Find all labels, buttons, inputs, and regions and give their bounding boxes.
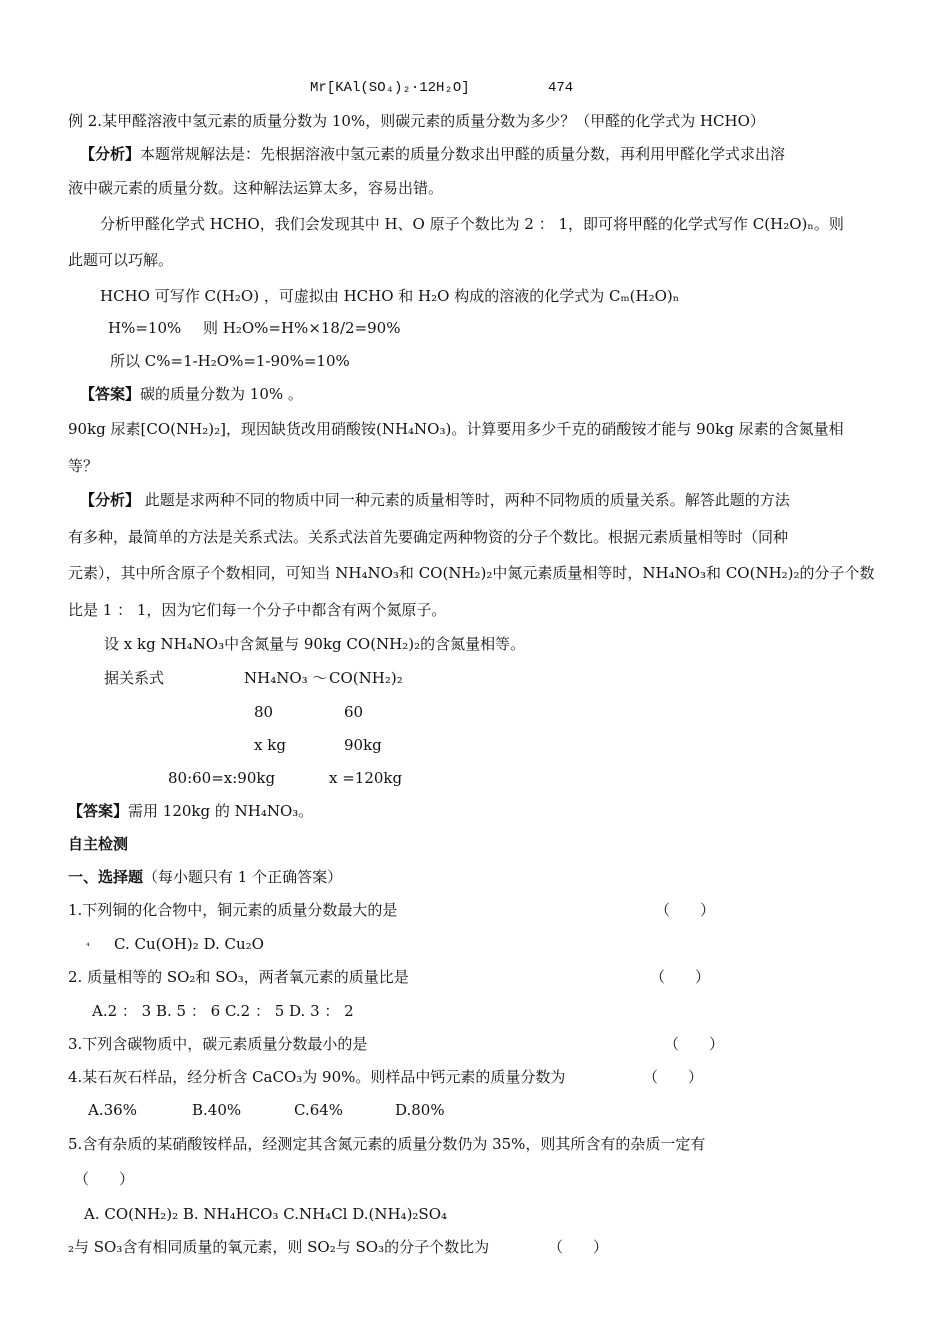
question-1-fragment: ₄	[86, 939, 90, 949]
ratio-equation: 80:60=x:90kg	[168, 769, 276, 787]
section-1-note: （每小题只有 1 个正确答案）	[143, 868, 343, 886]
example-3-analysis-line-4: 比是 1 ： 1，因为它们每一个分子中都含有两个氮原子。	[68, 601, 447, 619]
mass-left: 80	[254, 703, 274, 721]
example-3-answer: 【答案】需用 120kg 的 NH₄NO₃。	[68, 802, 314, 820]
relation-label: 据关系式	[104, 669, 165, 687]
example-3-analysis-line-3: 元素），其中所含原子个数相同，可知当 NH₄NO₃和 CO(NH₂)₂中氮元素质量相等时，NH₄NO₃和 CO(NH₂)₂的分子个数	[68, 564, 875, 582]
result-equation: x =120kg	[329, 769, 403, 787]
example-3-question-line-2: 等？	[68, 457, 99, 475]
question-6-answer-blank: （ ）	[548, 1238, 609, 1256]
question-4-answer-blank: （ ）	[643, 1068, 704, 1086]
example-2-analysis-line-1: 【分析】本题常规解法是：先根据溶液中氢元素的质量分数求出甲醛的质量分数，再利用甲醛化学式求出溶	[80, 145, 786, 163]
example-2-analysis-line-2: 液中碳元素的质量分数。这种解法运算太多，容易出错。	[68, 179, 444, 197]
question-2-options: A.2 ： 3 B. 5 ： 6 C.2 ： 5 D. 3 ： 2	[92, 1002, 354, 1020]
section-1-heading	[68, 867, 342, 887]
example-3-analysis-line-2: 有多种，最简单的方法是关系式法。关系式法首先要确定两种物资的分子个数比。根据元素质量相等时（同种	[68, 528, 789, 546]
question-4: 4.某石灰石样品，经分析含 CaCO₃为 90%。则样品中钙元素的质量分数为	[68, 1068, 566, 1086]
question-4-option-a: A.36%	[88, 1101, 137, 1119]
unknown-left: x kg	[254, 736, 286, 754]
example-2-answer: 【答案】碳的质量分数为 10% 。	[80, 385, 303, 403]
relation-right: CO(NH₂)₂	[329, 669, 403, 687]
mass-right: 60	[344, 703, 364, 721]
calc-h2o-percent: 则 H₂O%=H%×18/2=90%	[203, 319, 401, 337]
mr-formula: Mr[KAl(SO₄)₂·12H₂O]	[310, 80, 470, 96]
question-3-answer-blank: （ ）	[664, 1035, 725, 1053]
question-5-answer-blank: （ ）	[74, 1170, 135, 1188]
example-2-paragraph-2-line-1: 分析甲醛化学式 HCHO，我们会发现其中 H、O 原子个数比为 2 ： 1，即可将甲醛的化学式写作 C(H₂O)ₙ。则	[100, 215, 844, 233]
question-5-options: A. CO(NH₂)₂ B. NH₄HCO₃ C.NH₄Cl D.(NH₄)₂SO₄	[84, 1205, 448, 1223]
example-2-paragraph-3: HCHO 可写作 C(H₂O) ，可虚拟由 HCHO 和 H₂O 构成的溶液的化学式为 Cₘ(H₂O)ₙ	[100, 287, 680, 305]
answer-tag: 【答案】	[80, 385, 141, 403]
example-2-question: 例 2.某甲醛溶液中氢元素的质量分数为 10%，则碳元素的质量分数为多少？（甲醛的化学式为 HCHO）	[68, 112, 765, 130]
calc-h-percent: H%=10%	[108, 319, 182, 337]
question-6: ₂与 SO₃含有相同质量的氧元素，则 SO₂与 SO₃的分子个数比为	[68, 1238, 490, 1256]
example-3-question-line-1: 90kg 尿素[CO(NH₂)₂]，现因缺货改用硝酸铵(NH₄NO₃)。计算要用多少千克的硝酸铵才能与 90kg 尿素的含氮量相	[68, 420, 844, 438]
example-3-analysis-line-1: 【分析】 此题是求两种不同的物质中同一种元素的质量相等时，两种不同物质的质量关系。解答此题的方法	[80, 491, 790, 509]
mr-value: 474	[548, 80, 574, 96]
relation-left: NH₄NO₃ ～	[244, 669, 328, 687]
section-1-title: 一、选择题	[68, 868, 144, 886]
question-1-answer-blank: （ ）	[655, 901, 716, 919]
self-check-title: 自主检测	[68, 835, 129, 853]
example-3-setup: 设 x kg NH₄NO₃中含氮量与 90kg CO(NH₂)₂的含氮量相等。	[104, 635, 526, 653]
answer-tag: 【答案】	[68, 802, 129, 820]
question-4-option-b: B.40%	[192, 1101, 242, 1119]
question-2-answer-blank: （ ）	[650, 968, 711, 986]
calc-c-percent: 所以 C%=1-H₂O%=1-90%=10%	[110, 352, 350, 370]
question-4-option-d: D.80%	[395, 1101, 445, 1119]
question-2: 2. 质量相等的 SO₂和 SO₃，两者氧元素的质量比是	[68, 968, 409, 986]
unknown-right: 90kg	[344, 736, 382, 754]
analysis-tag: 【分析】	[80, 491, 141, 509]
question-1-options: C. Cu(OH)₂ D. Cu₂O	[114, 935, 264, 953]
analysis-tag: 【分析】	[80, 145, 141, 163]
question-4-option-c: C.64%	[294, 1101, 344, 1119]
question-5: 5.含有杂质的某硝酸铵样品，经测定其含氮元素的质量分数仍为 35%，则其所含有的杂质一定有	[68, 1135, 706, 1153]
question-3: 3.下列含碳物质中，碳元素质量分数最小的是	[68, 1035, 368, 1053]
question-1: 1.下列铜的化合物中，铜元素的质量分数最大的是	[68, 901, 398, 919]
example-2-paragraph-2-line-2: 此题可以巧解。	[68, 251, 174, 269]
